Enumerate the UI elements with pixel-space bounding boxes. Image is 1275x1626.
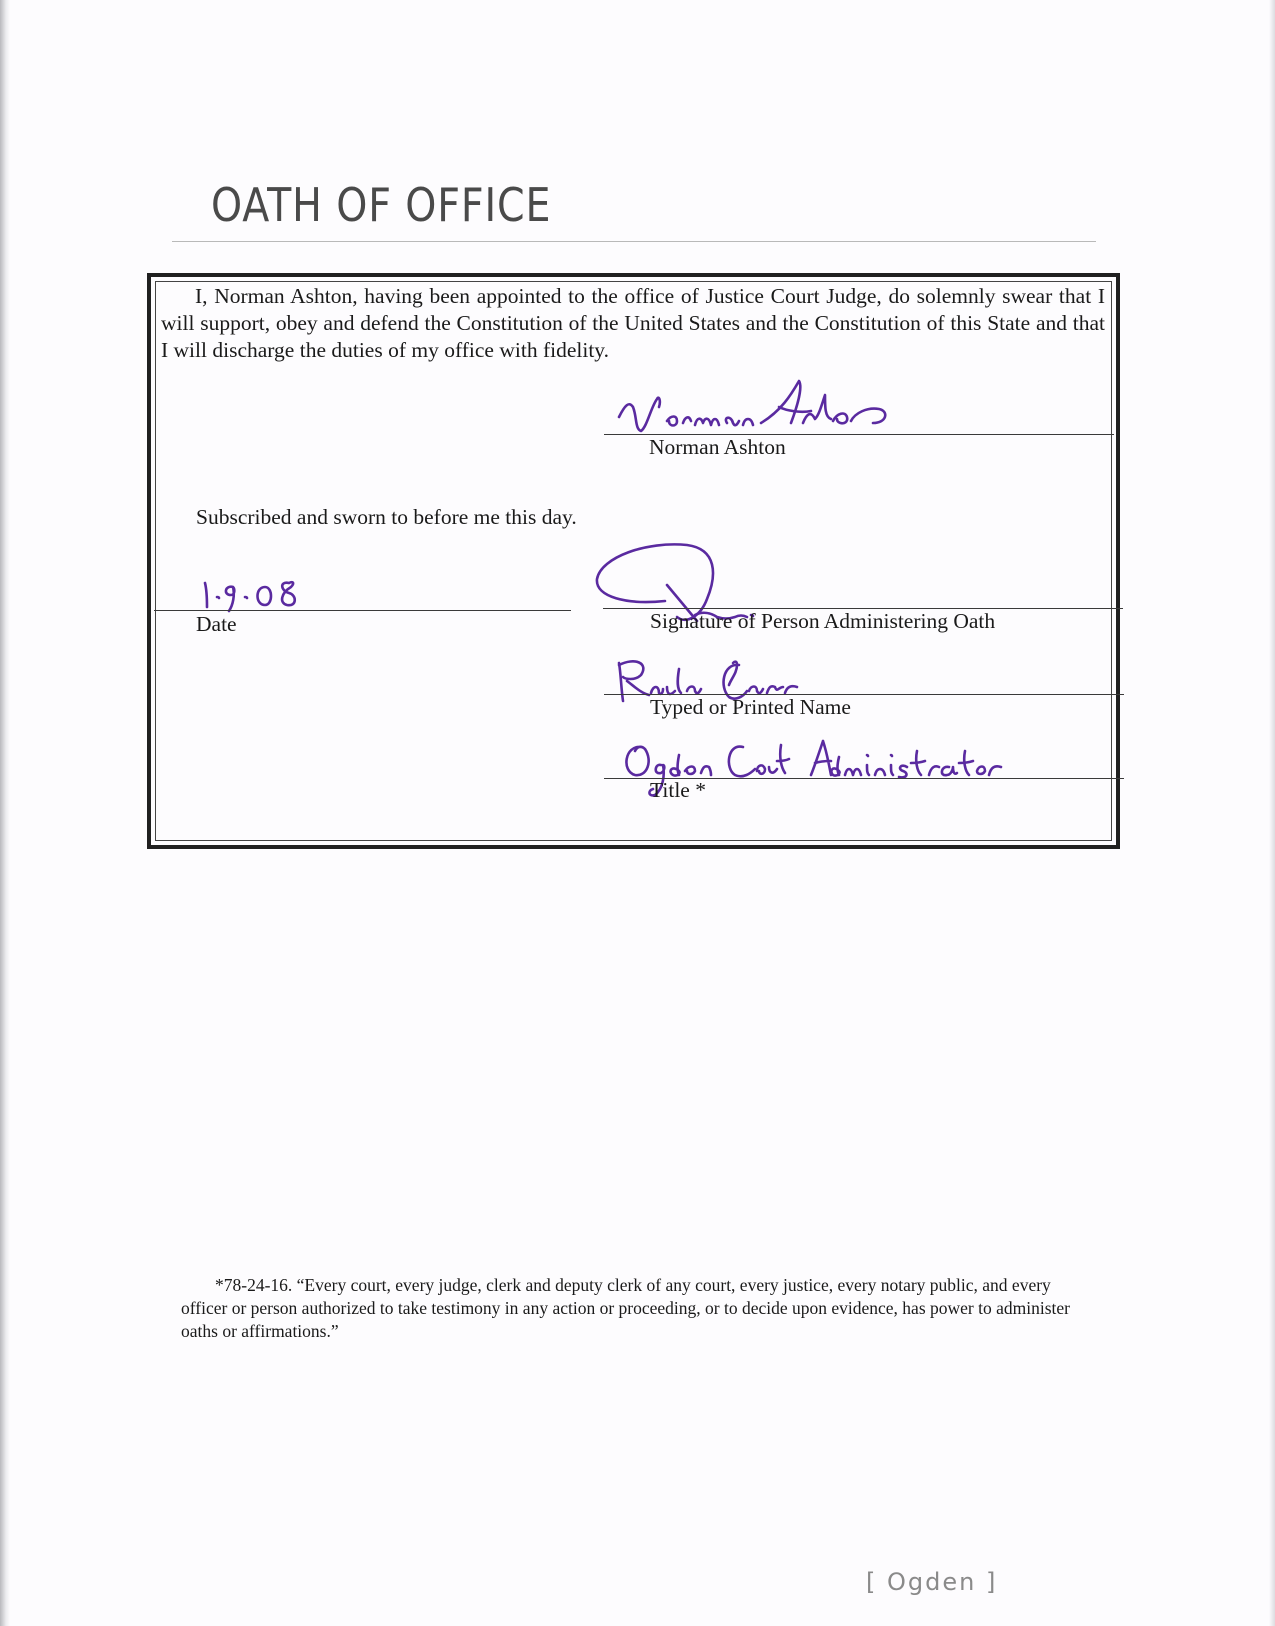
page-title: OATH OF OFFICE — [211, 178, 552, 232]
oath-statement: I, Norman Ashton, having been appointed to the office of Justice Court Judge, do solemnly swear that I will support, obey and defend the Constitution of the United States and the Constitution of this State and that I will discharge the duties of my office with fidelity. — [161, 284, 1105, 362]
jurat-statement: Subscribed and sworn to before me this day. — [196, 505, 577, 529]
scan-edge-shadow-right — [1269, 0, 1275, 1626]
date-line — [154, 610, 571, 611]
title-divider — [172, 241, 1096, 242]
title-label: Title * — [650, 778, 706, 802]
affiant-signature — [611, 377, 901, 437]
affiant-name: Norman Ashton — [649, 435, 786, 459]
administrator-signature-label: Signature of Person Administering Oath — [650, 609, 996, 633]
printed-name-label: Typed or Printed Name — [650, 695, 851, 719]
margin-note: [ Ogden ] — [866, 1568, 998, 1596]
date-handwritten — [199, 573, 309, 615]
date-label: Date — [196, 612, 237, 636]
oath-form-box — [147, 273, 1120, 849]
scan-edge-shadow — [0, 0, 10, 1626]
footnote: *78-24-16. “Every court, every judge, clerk and deputy clerk of any court, every justice, every notary public, and every officer or person authorized to take testimony in any action or proceeding, or to decide upon evidence, has power to administer oaths or affirmations.” — [181, 1275, 1070, 1341]
